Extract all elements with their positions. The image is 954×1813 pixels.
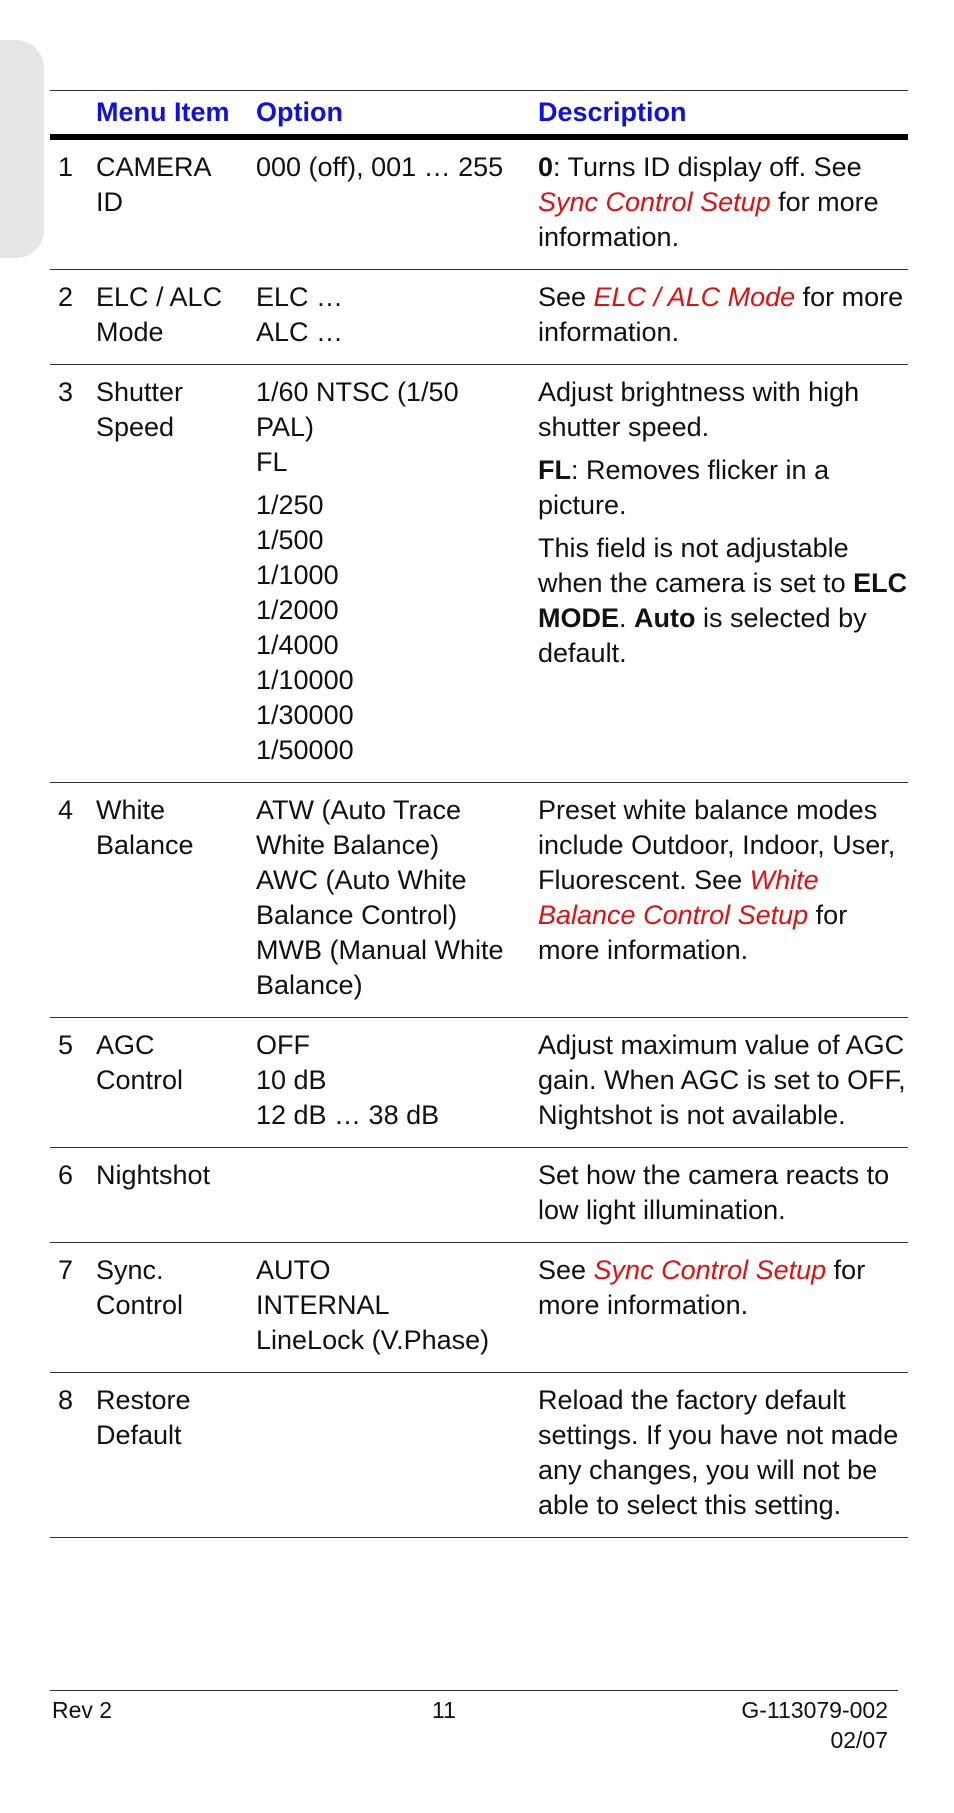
row-number: 8 xyxy=(58,1385,74,1415)
row-description xyxy=(538,280,908,350)
row-description xyxy=(538,375,908,671)
menu-line: Nightshot xyxy=(96,1160,211,1190)
description-text: : Removes flicker in a picture. xyxy=(538,455,830,520)
option-line: OFF xyxy=(256,1030,310,1060)
option-line: 1/10000 xyxy=(256,665,354,695)
document-id xyxy=(741,1695,888,1755)
row-number: 3 xyxy=(58,377,74,407)
menu-line: Shutter xyxy=(96,377,184,407)
option-line: White Balance) xyxy=(256,830,440,860)
menu-line: Default xyxy=(96,1420,182,1450)
row-menu-item xyxy=(96,1253,256,1323)
menu-table xyxy=(50,90,908,1538)
row-number: 4 xyxy=(58,795,74,825)
option-line: 12 dB … 38 dB xyxy=(256,1100,440,1130)
row-description xyxy=(538,1158,908,1228)
description-paragraph xyxy=(538,150,908,255)
row-options xyxy=(256,1028,538,1133)
row-description xyxy=(538,150,908,255)
header-description: Description xyxy=(538,97,687,127)
menu-line: CAMERA xyxy=(96,152,212,182)
table-row xyxy=(50,1018,908,1148)
description-text: : Turns ID display off. See xyxy=(553,152,862,182)
option-line: Balance Control) xyxy=(256,900,458,930)
bold-term: FL xyxy=(538,455,571,485)
option-line: 000 (off), 001 … 255 xyxy=(256,152,504,182)
table-row xyxy=(50,1243,908,1373)
option-line: 10 dB xyxy=(256,1065,327,1095)
description-paragraph xyxy=(538,1253,908,1323)
row-options xyxy=(256,375,538,768)
table-row xyxy=(50,140,908,270)
menu-line: White xyxy=(96,795,166,825)
row-menu-item xyxy=(96,1028,256,1098)
description-paragraph: Set how the camera reacts to low light illumination. xyxy=(538,1160,890,1225)
row-menu-item xyxy=(96,150,256,220)
row-number: 5 xyxy=(58,1030,74,1060)
row-options xyxy=(256,150,538,185)
row-menu-item xyxy=(96,1158,256,1193)
elc-alc-mode-link[interactable]: ELC / ALC Mode xyxy=(593,282,796,312)
menu-line: Sync. xyxy=(96,1255,164,1285)
page-footer xyxy=(50,1690,898,1753)
option-line: Balance) xyxy=(256,970,363,1000)
description-paragraph xyxy=(538,280,908,350)
document-date: 02/07 xyxy=(830,1727,888,1753)
option-line: 1/4000 xyxy=(256,630,339,660)
menu-line: Speed xyxy=(96,412,175,442)
option-line: 1/60 NTSC (1/50 xyxy=(256,377,459,407)
option-line: 1/50000 xyxy=(256,735,354,765)
table-header xyxy=(50,90,908,140)
option-line: 1/2000 xyxy=(256,595,339,625)
bold-term: Auto xyxy=(634,603,696,633)
table-row xyxy=(50,783,908,1018)
description-text: for more information. xyxy=(538,900,848,965)
row-menu-item xyxy=(96,280,256,350)
option-line: AUTO xyxy=(256,1255,331,1285)
menu-line: Control xyxy=(96,1290,184,1320)
option-line: 1/250 xyxy=(256,490,324,520)
description-text: See xyxy=(538,1255,594,1285)
header-menu-item: Menu Item xyxy=(96,97,230,127)
description-text: for more information. xyxy=(538,282,904,347)
bold-term: ELC MODE xyxy=(538,568,908,633)
description-text: is selected by default. xyxy=(538,603,867,668)
row-menu-item xyxy=(96,375,256,445)
option-line: FL xyxy=(256,447,288,477)
row-number: 6 xyxy=(58,1160,74,1190)
table-row xyxy=(50,270,908,365)
option-line: AWC (Auto White xyxy=(256,865,467,895)
table-row xyxy=(50,1148,908,1243)
description-text: . xyxy=(619,603,635,633)
description-text: This field is not adjustable when the camera is set to xyxy=(538,533,854,598)
row-description xyxy=(538,1383,908,1523)
row-menu-item xyxy=(96,1383,256,1453)
row-options xyxy=(256,280,538,350)
menu-line: Control xyxy=(96,1065,184,1095)
option-line: ELC … xyxy=(256,282,344,312)
header-option: Option xyxy=(256,97,343,127)
row-description xyxy=(538,1253,908,1323)
description-text: for more information. xyxy=(538,1255,866,1320)
bold-term: 0 xyxy=(538,152,554,182)
side-tab-marker xyxy=(0,40,44,258)
white-balance-control-setup-link[interactable]: White Balance Control Setup xyxy=(538,865,819,930)
description-paragraph: Reload the factory default settings. If you have not made any changes, you will not be able to select this setting. xyxy=(538,1385,899,1520)
description-paragraph xyxy=(538,453,908,523)
description-paragraph: Adjust brightness with high shutter speed. xyxy=(538,377,860,442)
menu-line: ELC / ALC xyxy=(96,282,223,312)
option-line: 1/30000 xyxy=(256,700,354,730)
document-number: G-113079-002 xyxy=(741,1697,888,1723)
menu-line: Restore xyxy=(96,1385,191,1415)
row-options xyxy=(256,793,538,1003)
table-row xyxy=(50,1373,908,1538)
description-paragraph xyxy=(538,531,908,671)
menu-line: AGC xyxy=(96,1030,155,1060)
row-number: 2 xyxy=(58,282,74,312)
sync-control-setup-link[interactable]: Sync Control Setup xyxy=(593,1255,827,1285)
option-line: 1/1000 xyxy=(256,560,339,590)
row-options xyxy=(256,1253,538,1358)
description-paragraph: Adjust maximum value of AGC gain. When AGC is set to OFF, Nightshot is not available. xyxy=(538,1030,906,1130)
option-line: INTERNAL xyxy=(256,1290,390,1320)
description-paragraph xyxy=(538,793,908,968)
row-menu-item xyxy=(96,793,256,863)
table-row xyxy=(50,365,908,783)
option-line: PAL) xyxy=(256,412,315,442)
menu-line: Balance xyxy=(96,830,194,860)
option-line: 1/500 xyxy=(256,525,324,555)
menu-line: ID xyxy=(96,187,123,217)
row-number: 7 xyxy=(58,1255,74,1285)
option-line: ATW (Auto Trace xyxy=(256,795,462,825)
revision-label: Rev 2 xyxy=(52,1697,113,1723)
description-text: Preset white balance modes include Outdoor, Indoor, User, Fluorescent. See xyxy=(538,795,896,895)
menu-line: Mode xyxy=(96,317,164,347)
row-number: 1 xyxy=(58,152,74,182)
sync-control-setup-link[interactable]: Sync Control Setup xyxy=(538,187,771,217)
option-line: LineLock (V.Phase) xyxy=(256,1325,490,1355)
description-text: See xyxy=(538,282,594,312)
row-description xyxy=(538,1028,908,1133)
page-number: 11 xyxy=(432,1697,456,1723)
description-text: for more information. xyxy=(538,187,879,252)
option-line: MWB (Manual White xyxy=(256,935,504,965)
row-description xyxy=(538,793,908,968)
option-line: ALC … xyxy=(256,317,344,347)
